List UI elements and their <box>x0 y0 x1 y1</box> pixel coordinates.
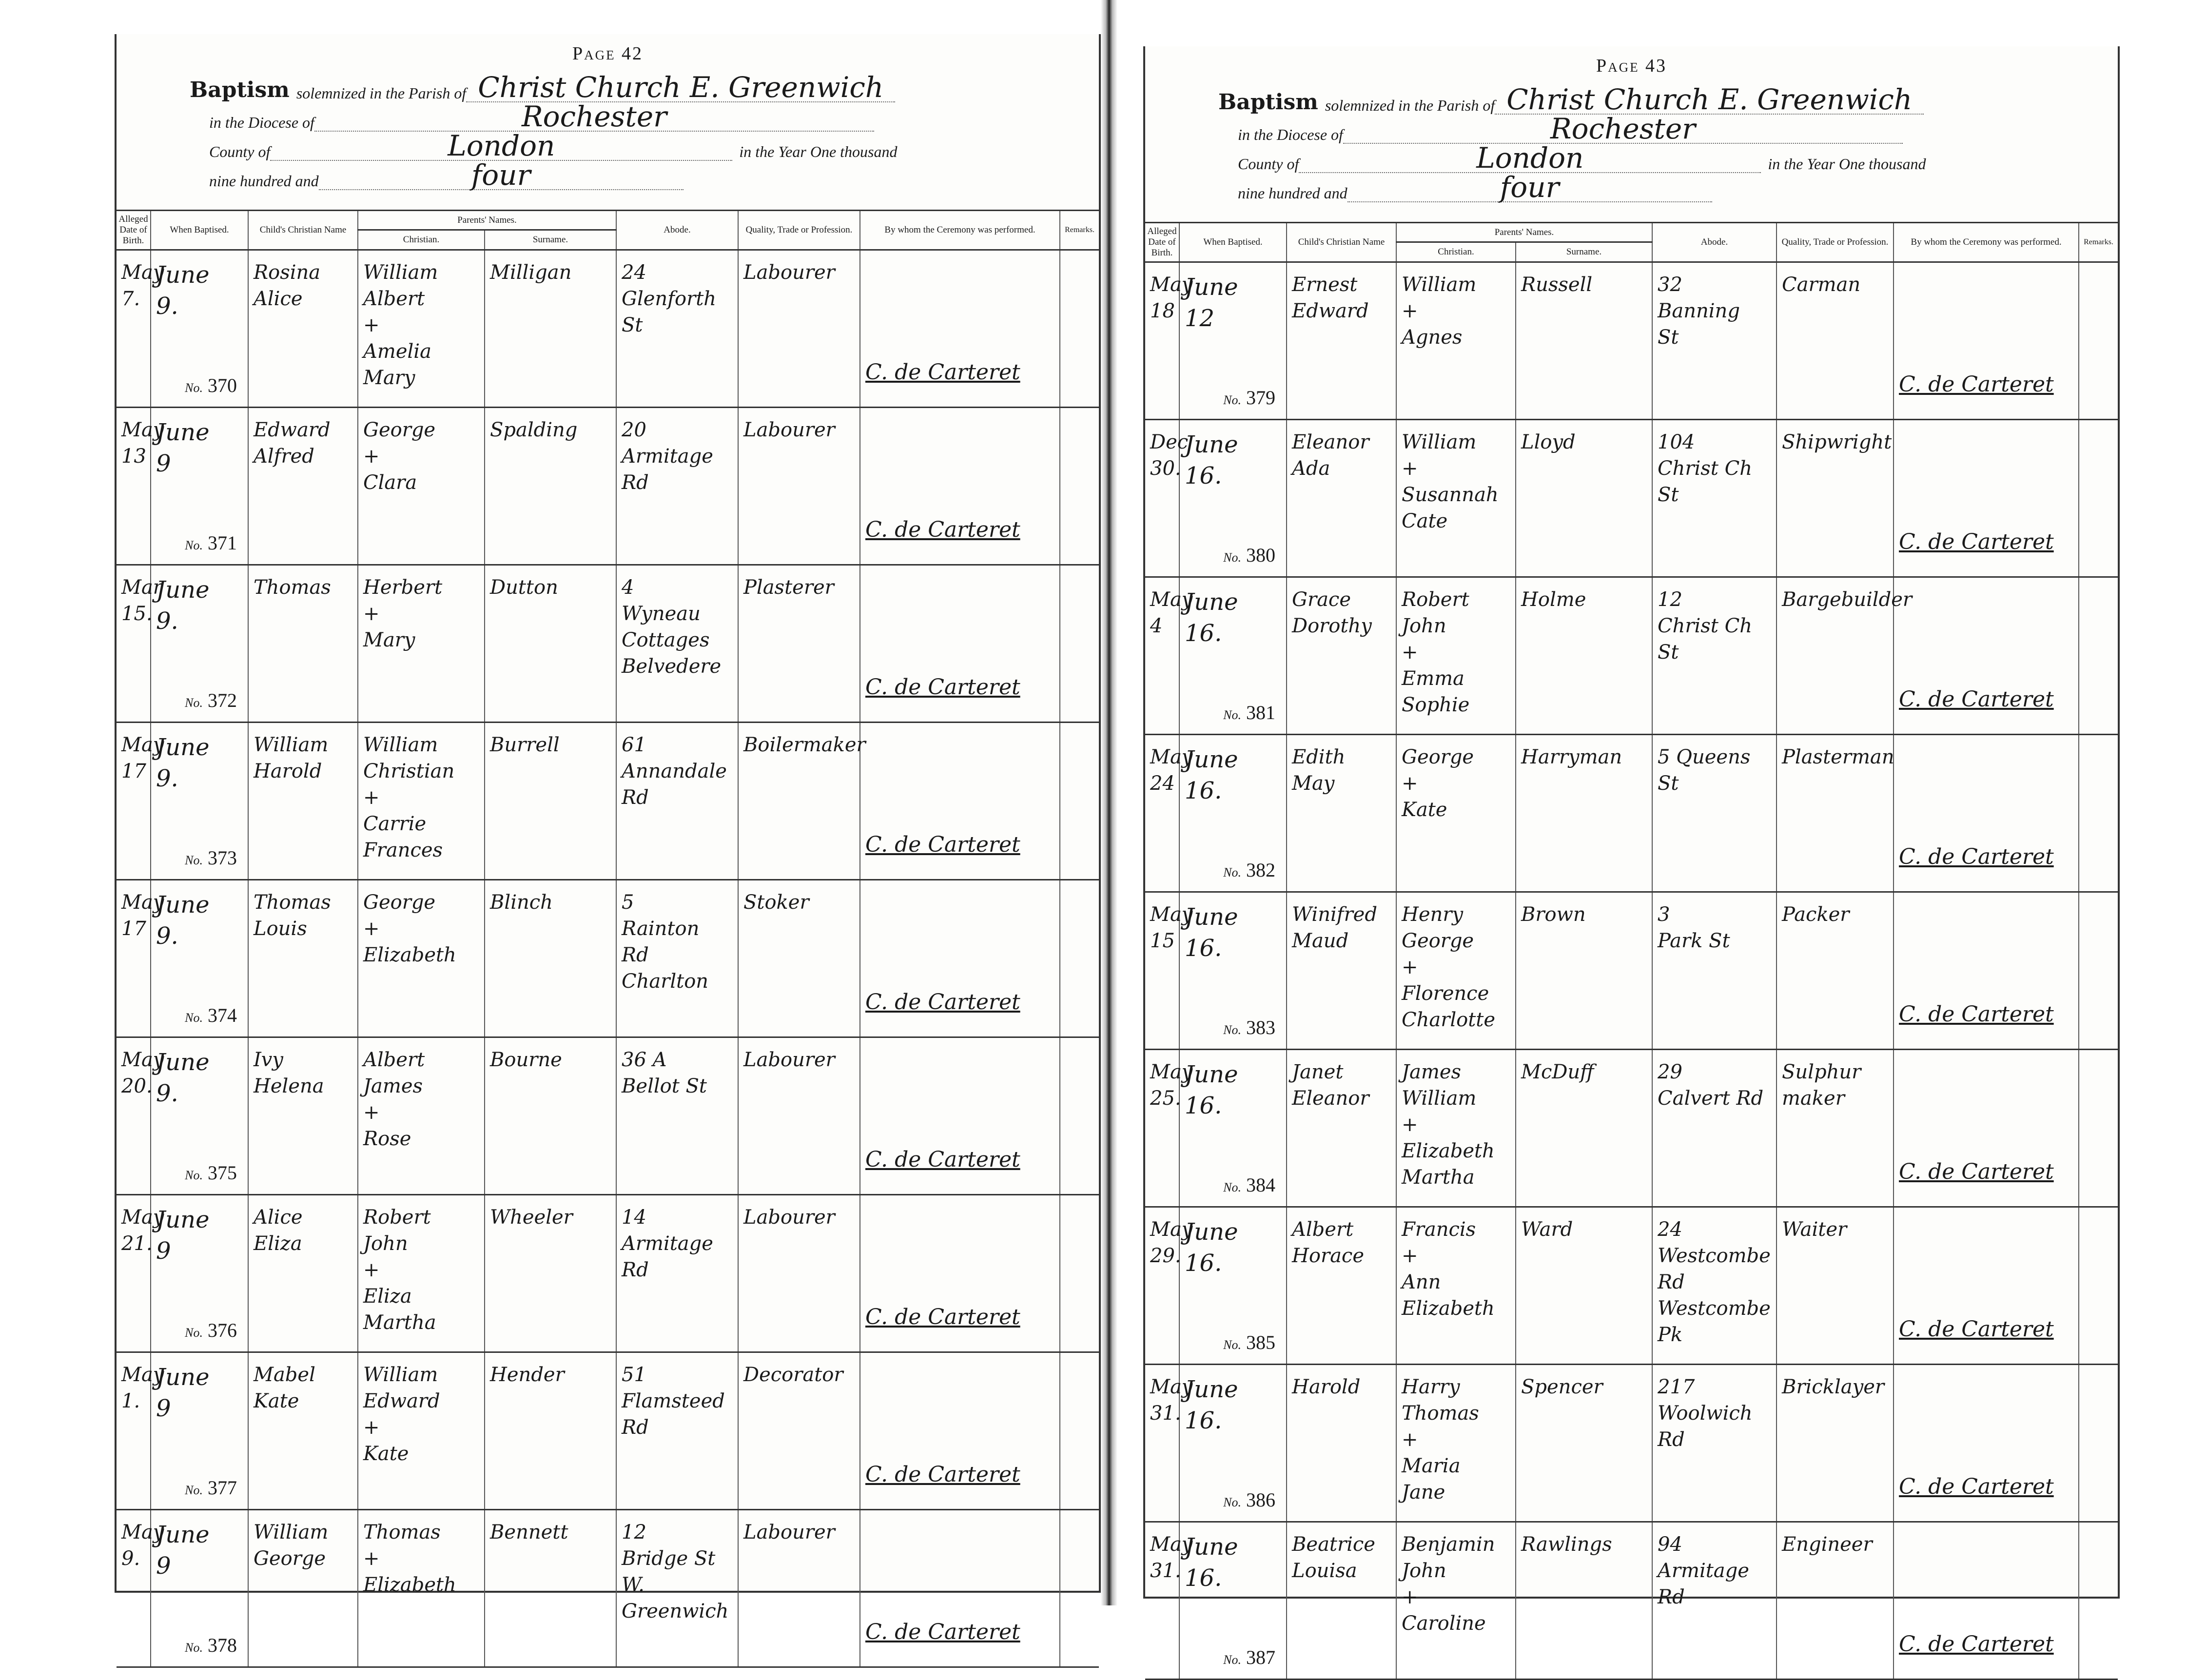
surname: Holme <box>1521 588 1586 611</box>
abode: 29 Calvert Rd <box>1658 1060 1764 1110</box>
entry-number: No. 375 <box>185 1161 237 1184</box>
officiant: C. de Carteret <box>865 517 1020 543</box>
county-value: London <box>270 132 732 161</box>
dob: May 17 <box>121 733 164 782</box>
surname: Brown <box>1521 903 1586 926</box>
page-number: Page 42 <box>572 43 644 64</box>
col-alleged-date: Alleged Date of Birth. <box>1145 223 1179 262</box>
baptism-date: June 16. <box>1185 1218 1238 1277</box>
surname: Harryman <box>1521 745 1622 768</box>
baptism-date: June 12 <box>1185 273 1238 332</box>
col-alleged-date: Alleged Date of Birth. <box>117 211 151 250</box>
entry-number: No. 387 <box>1223 1646 1275 1668</box>
county-label: County of <box>209 143 271 160</box>
dob: May 21. <box>121 1206 164 1255</box>
dob: May 9. <box>121 1521 164 1570</box>
table-row <box>1145 892 2118 1049</box>
officiant: C. de Carteret <box>865 832 1020 858</box>
col-remarks: Remarks. <box>2079 223 2118 262</box>
officiant: C. de Carteret <box>865 360 1020 385</box>
trade: Carman <box>1782 273 1861 296</box>
abode: 5 Queens St <box>1658 745 1751 795</box>
surname: Spencer <box>1521 1375 1603 1398</box>
remarks <box>1060 1352 1099 1509</box>
surname: Rawlings <box>1521 1533 1612 1556</box>
child-name: Grace Dorothy <box>1292 588 1372 637</box>
surname: Bennett <box>490 1521 568 1543</box>
dob: May 25. <box>1150 1060 1193 1110</box>
abode: 3 Park St <box>1658 903 1730 952</box>
parents-christian: William Edward + Kate <box>363 1363 440 1465</box>
remarks <box>2079 262 2118 419</box>
officiant: C. de Carteret <box>865 1620 1020 1645</box>
abode: 20 Armitage Rd <box>622 418 713 494</box>
col-surname: Surname. <box>485 230 616 250</box>
col-by-whom: By whom the Ceremony was performed. <box>1894 223 2079 262</box>
surname: Burrell <box>490 733 560 756</box>
col-christian: Christian. <box>1396 242 1516 262</box>
parents-christian: William + Agnes <box>1402 273 1477 349</box>
register-page-right <box>1143 46 2120 1668</box>
year-value: four <box>319 161 683 190</box>
table-row <box>1145 262 2118 419</box>
table-row <box>117 1194 1099 1352</box>
page-header <box>190 73 1045 190</box>
remarks <box>1060 565 1099 722</box>
entry-number: No. 379 <box>1223 386 1275 409</box>
abode: 61 Annandale Rd <box>622 733 727 809</box>
county-label: County of <box>1238 155 1299 173</box>
abode: 24 Westcombe Rd Westcombe Pk <box>1658 1218 1771 1346</box>
page-number: Page 43 <box>1596 56 1667 76</box>
year-value: four <box>1347 173 1712 202</box>
trade: Shipwright <box>1782 430 1892 453</box>
dob: May 1. <box>121 1363 164 1412</box>
register-title: Baptism <box>1218 90 1318 115</box>
table-row <box>117 879 1099 1037</box>
entry-number: No. 382 <box>1223 859 1275 881</box>
officiant: C. de Carteret <box>865 1305 1020 1330</box>
child-name: Winifred Maud <box>1292 903 1377 952</box>
dob: Dec 30. <box>1150 430 1189 480</box>
abode: 5 Rainton Rd Charlton <box>622 891 709 993</box>
officiant: C. de Carteret <box>1899 1632 2054 1657</box>
table-row <box>1145 1364 2118 1522</box>
register-page-left <box>115 34 1101 1656</box>
trade: Engineer <box>1782 1533 1873 1556</box>
entry-number: No. 383 <box>1223 1016 1275 1038</box>
parish-value: Christ Church E. Greenwich <box>1495 85 1924 115</box>
trade: Labourer <box>743 1521 835 1543</box>
surname: Wheeler <box>490 1206 573 1229</box>
parents-christian: George + Kate <box>1402 745 1474 821</box>
trade: Waiter <box>1782 1218 1847 1241</box>
col-abode: Abode. <box>1652 223 1777 262</box>
surname: Lloyd <box>1521 430 1576 453</box>
dob: May 31. <box>1150 1375 1193 1425</box>
table-row <box>1145 734 2118 892</box>
remarks <box>2079 1207 2118 1364</box>
entries <box>117 250 1099 1667</box>
child-name: Ivy Helena <box>254 1048 324 1097</box>
register-table <box>1145 222 2118 1668</box>
abode: 217 Woolwich Rd <box>1658 1375 1753 1451</box>
entry-number: No. 370 <box>185 374 237 396</box>
abode: 4 Wyneau Cottages Belvedere <box>622 576 722 678</box>
abode: 51 Flamsteed Rd <box>622 1363 725 1439</box>
parents-christian: William Christian + Carrie Frances <box>363 733 455 861</box>
trade: Plasterman <box>1782 745 1894 768</box>
abode: 12 Bridge St W. Greenwich <box>622 1521 729 1622</box>
trade: Stoker <box>743 891 809 914</box>
table-row <box>1145 1522 2118 1679</box>
baptism-date: June 16. <box>1185 1375 1238 1435</box>
table-row <box>117 565 1099 722</box>
trade: Boilermaker <box>743 733 866 756</box>
trade: Labourer <box>743 418 835 441</box>
entry-number: No. 377 <box>185 1476 237 1499</box>
remarks <box>1060 1194 1099 1352</box>
trade: Labourer <box>743 1206 835 1229</box>
baptism-date: June 16. <box>1185 1533 1238 1592</box>
col-child-name: Child's Christian Name <box>248 211 358 250</box>
dob: May 29. <box>1150 1218 1193 1267</box>
child-name: William George <box>254 1521 329 1570</box>
dob: May 24 <box>1150 745 1193 795</box>
col-quality: Quality, Trade or Profession. <box>1777 223 1894 262</box>
officiant: C. de Carteret <box>1899 529 2054 555</box>
parents-christian: George + Clara <box>363 418 436 494</box>
baptism-date: June 9. <box>156 261 210 320</box>
parents-christian: Robert John + Emma Sophie <box>1402 588 1470 716</box>
table-row <box>1145 1049 2118 1207</box>
surname: Blinch <box>490 891 553 914</box>
remarks <box>2079 892 2118 1049</box>
remarks <box>2079 419 2118 577</box>
col-when-baptised: When Baptised. <box>1179 223 1287 262</box>
parents-christian: William + Susannah Cate <box>1402 430 1499 532</box>
officiant: C. de Carteret <box>865 1147 1020 1172</box>
parents-christian: Herbert + Mary <box>363 576 443 651</box>
baptism-date: June 16. <box>1185 588 1238 647</box>
remarks <box>1060 1037 1099 1194</box>
officiant: C. de Carteret <box>865 1462 1020 1487</box>
year-label-a: nine hundred and <box>209 172 319 190</box>
officiant: C. de Carteret <box>1899 1317 2054 1342</box>
trade: Packer <box>1782 903 1850 926</box>
child-name: Ernest Edward <box>1292 273 1369 322</box>
baptism-date: June 9. <box>156 733 210 793</box>
child-name: Rosina Alice <box>254 261 321 310</box>
surname: Russell <box>1521 273 1593 296</box>
surname: McDuff <box>1521 1060 1594 1083</box>
entry-number: No. 380 <box>1223 544 1275 566</box>
page-header <box>1218 85 2064 202</box>
trade: Bargebuilder <box>1782 588 1912 611</box>
child-name: Harold <box>1292 1375 1361 1398</box>
child-name: Edith May <box>1292 745 1346 795</box>
col-remarks: Remarks. <box>1060 211 1099 250</box>
parish-label: solemnized in the Parish of <box>1325 97 1495 114</box>
child-name: Mabel Kate <box>254 1363 315 1412</box>
dob: May 15 <box>1150 903 1193 952</box>
year-label-b: in the Year One thousand <box>1768 155 1926 173</box>
col-parents: Parents' Names. <box>1396 223 1652 242</box>
trade: Decorator <box>743 1363 843 1386</box>
officiant: C. de Carteret <box>1899 1159 2054 1185</box>
dob: May 17 <box>121 891 164 940</box>
remarks <box>2079 1364 2118 1522</box>
col-christian: Christian. <box>358 230 485 250</box>
diocese-label: in the Diocese of <box>209 114 314 131</box>
entry-number: No. 386 <box>1223 1488 1275 1511</box>
entry-number: No. 373 <box>185 846 237 869</box>
county-value: London <box>1299 144 1761 173</box>
surname: Ward <box>1521 1218 1573 1241</box>
parents-christian: Robert John + Eliza Martha <box>363 1206 436 1334</box>
parents-christian: Harry Thomas + Maria Jane <box>1402 1375 1479 1504</box>
officiant: C. de Carteret <box>1899 1474 2054 1500</box>
dob: May 20. <box>121 1048 164 1097</box>
baptism-date: June 16. <box>1185 903 1238 962</box>
baptism-date: June 9 <box>156 418 210 478</box>
trade: Labourer <box>743 261 835 284</box>
abode: 12 Christ Ch St <box>1658 588 1752 664</box>
abode: 36 A Bellot St <box>622 1048 707 1097</box>
surname: Dutton <box>490 576 558 599</box>
parents-christian: William Albert + Amelia Mary <box>363 261 438 389</box>
register-table <box>117 210 1099 1656</box>
trade: Labourer <box>743 1048 835 1071</box>
dob: May 18 <box>1150 273 1193 322</box>
abode: 14 Armitage Rd <box>622 1206 713 1281</box>
table-row <box>117 722 1099 879</box>
abode: 94 Armitage Rd <box>1658 1533 1749 1608</box>
baptism-date: June 16. <box>1185 1060 1238 1120</box>
trade: Plasterer <box>743 576 834 599</box>
dob: May 13 <box>121 418 164 468</box>
table-row <box>1145 419 2118 577</box>
col-child-name: Child's Christian Name <box>1287 223 1396 262</box>
parish-label: solemnized in the Parish of <box>296 84 467 102</box>
year-label-b: in the Year One thousand <box>739 143 898 160</box>
parents-christian: Francis + Ann Elizabeth <box>1402 1218 1495 1320</box>
table-row <box>117 1509 1099 1667</box>
table-row <box>117 1352 1099 1509</box>
officiant: C. de Carteret <box>865 675 1020 700</box>
baptism-date: June 16. <box>1185 430 1238 490</box>
abode: 24 Glenforth St <box>622 261 717 336</box>
baptism-date: June 9 <box>156 1206 210 1265</box>
year-label-a: nine hundred and <box>1238 184 1347 202</box>
entry-number: No. 385 <box>1223 1331 1275 1353</box>
remarks <box>1060 879 1099 1037</box>
officiant: C. de Carteret <box>1899 372 2054 397</box>
baptism-date: June 9. <box>156 891 210 950</box>
dob: May 4 <box>1150 588 1193 637</box>
table-row <box>117 407 1099 565</box>
table-row <box>1145 1207 2118 1364</box>
parents-christian: Henry George + Florence Charlotte <box>1402 903 1496 1031</box>
register-title: Baptism <box>190 78 290 102</box>
col-abode: Abode. <box>616 211 738 250</box>
child-name: Thomas <box>254 576 331 599</box>
child-name: Edward Alfred <box>254 418 331 468</box>
child-name: Eleanor Ada <box>1292 430 1369 480</box>
table-row <box>1145 577 2118 734</box>
baptism-date: June 9 <box>156 1363 210 1423</box>
parents-christian: George + Elizabeth <box>363 891 456 966</box>
baptism-date: June 9. <box>156 1048 210 1108</box>
col-surname: Surname. <box>1516 242 1652 262</box>
child-name: Janet Eleanor <box>1292 1060 1369 1110</box>
remarks <box>1060 1509 1099 1667</box>
remarks <box>1060 407 1099 565</box>
entry-number: No. 374 <box>185 1004 237 1026</box>
entry-number: No. 378 <box>185 1634 237 1656</box>
remarks <box>1060 722 1099 879</box>
officiant: C. de Carteret <box>1899 1002 2054 1027</box>
remarks <box>2079 734 2118 892</box>
table-row <box>117 250 1099 407</box>
baptism-date: June 9 <box>156 1521 210 1580</box>
child-name: Beatrice Louisa <box>1292 1533 1375 1582</box>
surname: Milligan <box>490 261 572 284</box>
parents-christian: Benjamin John + Caroline <box>1402 1533 1495 1635</box>
col-by-whom: By whom the Ceremony was performed. <box>860 211 1060 250</box>
child-name: Albert Horace <box>1292 1218 1365 1267</box>
entries <box>1145 262 2118 1679</box>
diocese-label: in the Diocese of <box>1238 126 1343 143</box>
entry-number: No. 371 <box>185 531 237 554</box>
entry-number: No. 372 <box>185 689 237 711</box>
diocese-value: Rochester <box>314 102 874 132</box>
baptism-date: June 16. <box>1185 745 1238 805</box>
col-parents: Parents' Names. <box>358 211 616 230</box>
entry-number: No. 376 <box>185 1319 237 1341</box>
parish-value: Christ Church E. Greenwich <box>466 73 895 102</box>
parents-christian: James William + Elizabeth Martha <box>1402 1060 1495 1189</box>
officiant: C. de Carteret <box>1899 844 2054 870</box>
dob: May 31. <box>1150 1533 1193 1582</box>
dob: May 7. <box>121 261 164 310</box>
trade: Sulphur maker <box>1782 1060 1861 1110</box>
col-quality: Quality, Trade or Profession. <box>738 211 860 250</box>
parents-christian: Thomas + Elizabeth <box>363 1521 456 1596</box>
child-name: William Harold <box>254 733 329 782</box>
remarks <box>2079 1049 2118 1207</box>
officiant: C. de Carteret <box>1899 687 2054 712</box>
parents-christian: Albert James + Rose <box>363 1048 425 1150</box>
officiant: C. de Carteret <box>865 990 1020 1015</box>
trade: Bricklayer <box>1782 1375 1884 1398</box>
remarks <box>1060 250 1099 407</box>
abode: 104 Christ Ch St <box>1658 430 1752 506</box>
surname: Hender <box>490 1363 565 1386</box>
dob: Mar 15. <box>121 576 162 625</box>
entry-number: No. 381 <box>1223 701 1275 723</box>
entry-number: No. 384 <box>1223 1173 1275 1196</box>
abode: 32 Banning St <box>1658 273 1740 349</box>
remarks <box>2079 577 2118 734</box>
col-when-baptised: When Baptised. <box>151 211 248 250</box>
baptism-date: June 9. <box>156 576 210 635</box>
child-name: Alice Eliza <box>254 1206 303 1255</box>
book-spine <box>1101 0 1117 1605</box>
table-row <box>117 1037 1099 1194</box>
diocese-value: Rochester <box>1343 115 1903 144</box>
remarks <box>2079 1522 2118 1679</box>
child-name: Thomas Louis <box>254 891 331 940</box>
surname: Spalding <box>490 418 578 441</box>
surname: Bourne <box>490 1048 562 1071</box>
